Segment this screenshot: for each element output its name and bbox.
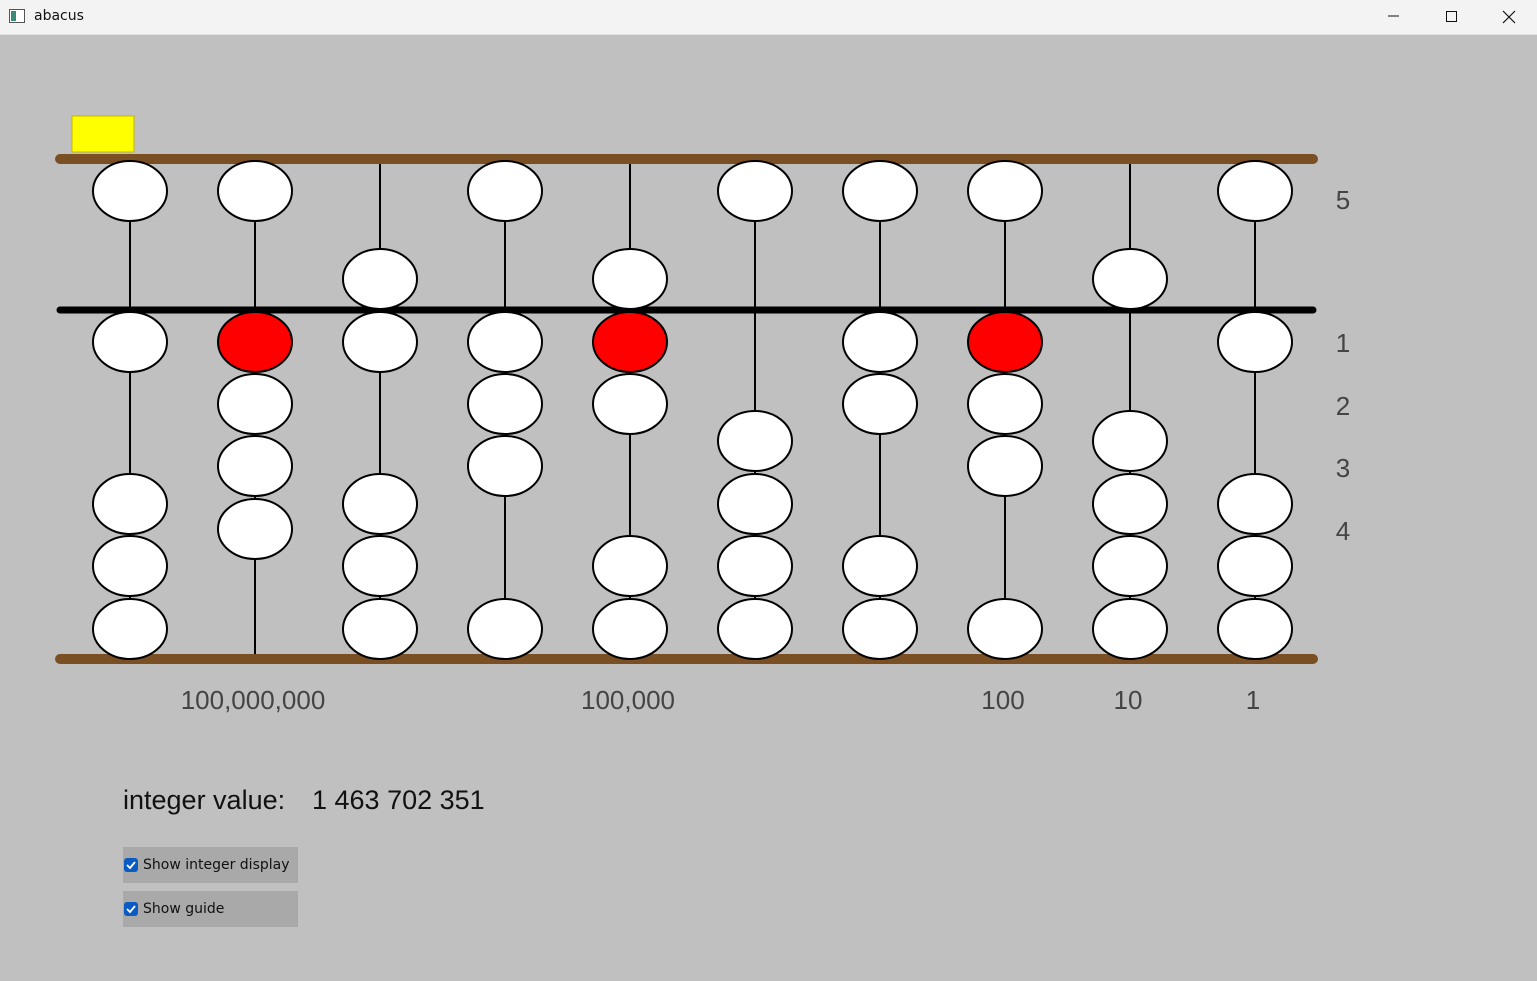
- earth-bead[interactable]: [843, 374, 917, 434]
- earth-bead[interactable]: [343, 312, 417, 372]
- earth-bead[interactable]: [968, 374, 1042, 434]
- heaven-bead[interactable]: [1093, 249, 1167, 309]
- guide-bead[interactable]: [593, 312, 667, 372]
- row-label: 4: [1335, 516, 1351, 546]
- earth-bead[interactable]: [1218, 312, 1292, 372]
- heaven-bead[interactable]: [343, 249, 417, 309]
- earth-bead[interactable]: [1093, 474, 1167, 534]
- earth-bead[interactable]: [93, 599, 167, 659]
- earth-bead[interactable]: [843, 536, 917, 596]
- earth-bead[interactable]: [218, 436, 292, 496]
- earth-bead[interactable]: [93, 312, 167, 372]
- show-guide-checkbox[interactable]: [123, 891, 298, 927]
- heaven-bead[interactable]: [593, 249, 667, 309]
- earth-bead[interactable]: [1093, 599, 1167, 659]
- place-value-label: 100,000,000: [180, 685, 326, 715]
- close-icon: [1502, 10, 1516, 24]
- earth-bead[interactable]: [1093, 536, 1167, 596]
- earth-bead[interactable]: [843, 312, 917, 372]
- guide-bead[interactable]: [968, 312, 1042, 372]
- heaven-bead[interactable]: [93, 161, 167, 221]
- checkbox-checked-icon[interactable]: [124, 858, 138, 872]
- app-icon: [9, 9, 25, 23]
- earth-bead[interactable]: [468, 436, 542, 496]
- minimize-icon: [1387, 10, 1401, 24]
- earth-bead[interactable]: [218, 499, 292, 559]
- earth-bead[interactable]: [1218, 474, 1292, 534]
- earth-bead[interactable]: [343, 536, 417, 596]
- maximize-button[interactable]: [1423, 0, 1481, 34]
- earth-bead[interactable]: [1218, 599, 1292, 659]
- close-button[interactable]: [1480, 0, 1537, 34]
- place-value-label: 100: [981, 685, 1025, 715]
- earth-bead[interactable]: [468, 599, 542, 659]
- heaven-bead[interactable]: [218, 161, 292, 221]
- maximize-icon: [1445, 10, 1459, 24]
- earth-bead[interactable]: [468, 374, 542, 434]
- integer-value-label: integer value:: [123, 785, 286, 815]
- row-label: 2: [1335, 391, 1351, 421]
- minimize-button[interactable]: [1365, 0, 1423, 34]
- title-bar: [0, 0, 1537, 35]
- checkbox-checked-icon[interactable]: [124, 902, 138, 916]
- earth-bead[interactable]: [718, 474, 792, 534]
- heaven-bead[interactable]: [468, 161, 542, 221]
- earth-bead[interactable]: [343, 474, 417, 534]
- earth-bead[interactable]: [1218, 536, 1292, 596]
- heaven-bead[interactable]: [843, 161, 917, 221]
- heaven-bead[interactable]: [968, 161, 1042, 221]
- place-value-label: 100,000: [581, 685, 675, 715]
- place-value-label: 1: [1245, 685, 1261, 715]
- earth-bead[interactable]: [593, 536, 667, 596]
- row-label: 1: [1335, 328, 1351, 358]
- heaven-bead[interactable]: [1218, 161, 1292, 221]
- earth-bead[interactable]: [343, 599, 417, 659]
- earth-bead[interactable]: [93, 474, 167, 534]
- earth-bead[interactable]: [718, 411, 792, 471]
- abacus-board[interactable]: [0, 35, 1537, 735]
- earth-bead[interactable]: [593, 599, 667, 659]
- guide-bead[interactable]: [218, 312, 292, 372]
- earth-bead[interactable]: [593, 374, 667, 434]
- place-value-label: 10: [1113, 685, 1143, 715]
- earth-bead[interactable]: [843, 599, 917, 659]
- window-title: abacus: [34, 8, 84, 24]
- earth-bead[interactable]: [1093, 411, 1167, 471]
- earth-bead[interactable]: [93, 536, 167, 596]
- show-guide-label: Show guide: [143, 901, 225, 917]
- show-integer-display-label: Show integer display: [143, 857, 290, 873]
- earth-bead[interactable]: [718, 536, 792, 596]
- integer-value: 1 463 702 351: [312, 785, 485, 815]
- earth-bead[interactable]: [718, 599, 792, 659]
- row-label: 3: [1335, 453, 1351, 483]
- earth-bead[interactable]: [218, 374, 292, 434]
- earth-bead[interactable]: [968, 436, 1042, 496]
- earth-bead[interactable]: [968, 599, 1042, 659]
- heaven-bead[interactable]: [718, 161, 792, 221]
- show-integer-display-checkbox[interactable]: [123, 847, 298, 883]
- marker-square: [72, 116, 134, 152]
- row-label: 5: [1335, 185, 1351, 215]
- earth-bead[interactable]: [468, 312, 542, 372]
